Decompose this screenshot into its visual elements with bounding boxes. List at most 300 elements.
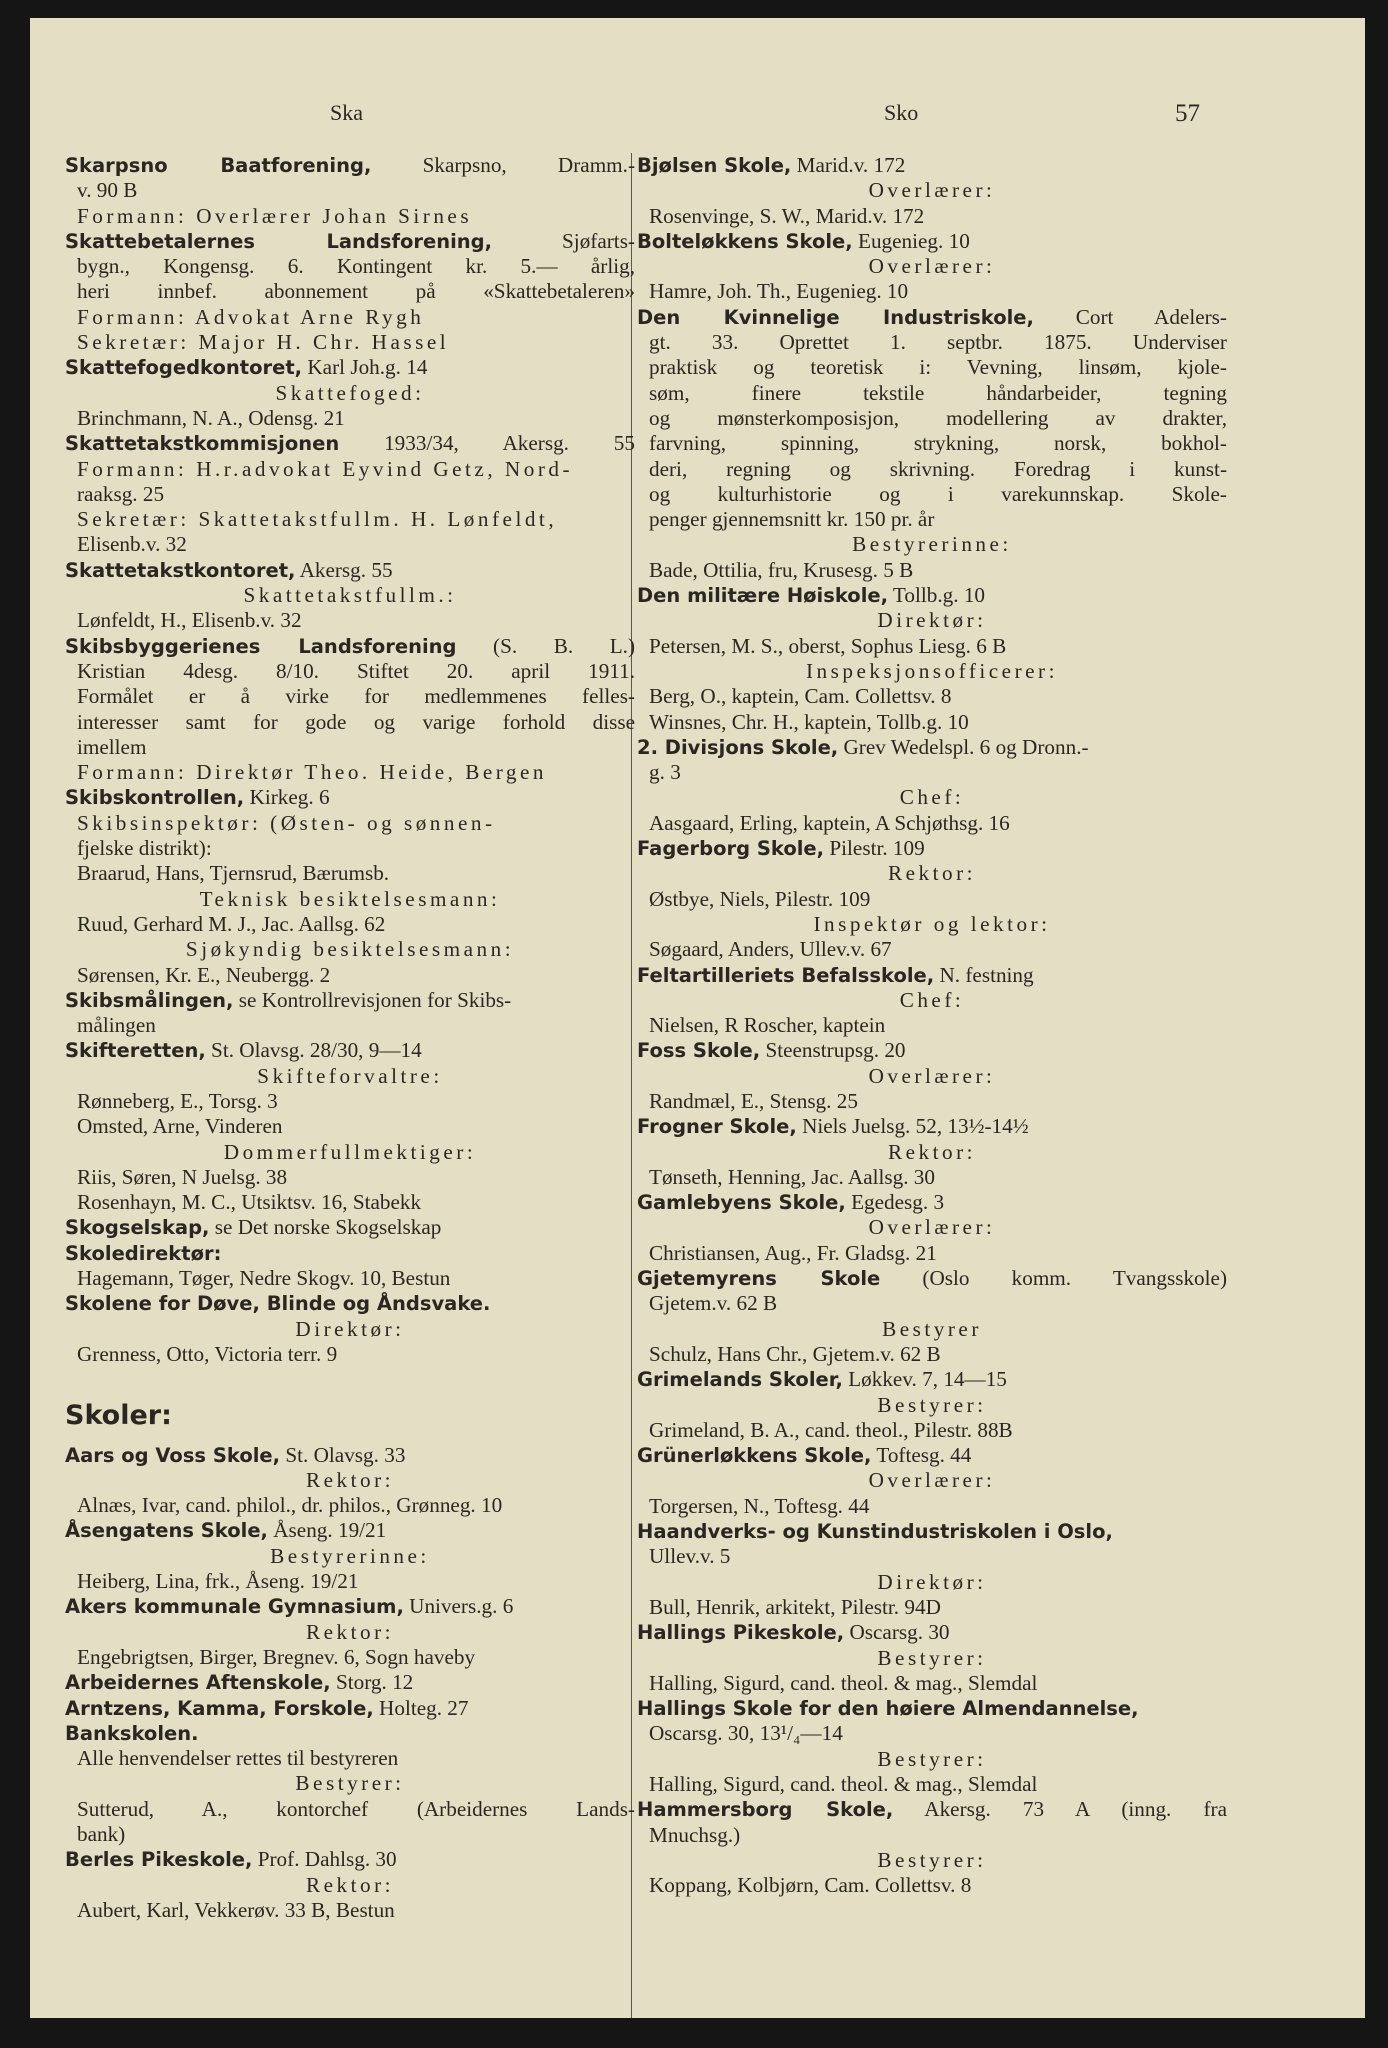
entry-text: Marid.v. 172 <box>791 153 906 177</box>
text-line <box>65 1822 635 1847</box>
role-heading <box>65 1064 635 1089</box>
text-line <box>65 254 635 279</box>
entry-name: Skattefogedkontoret, <box>65 356 303 380</box>
entry-text: Direktør: <box>877 1569 987 1594</box>
entry-text: Toftesg. 44 <box>871 1443 972 1468</box>
entry-name: 2. Divisjons Skole, <box>637 735 839 759</box>
role-heading <box>65 1317 635 1342</box>
entry-line <box>65 988 635 1013</box>
entry-text: Kirkeg. 6 <box>244 785 330 810</box>
entry-name: Aars og Voss Skole, <box>65 1443 281 1467</box>
text-line <box>65 1645 635 1670</box>
entry-line <box>65 1291 635 1316</box>
text-line <box>637 1013 1227 1038</box>
entry-text: Gjetem.v. 62 B <box>649 1291 778 1316</box>
text-line <box>637 279 1227 304</box>
entry-text: Dommerfullmektiger: <box>223 1139 477 1164</box>
text-line <box>637 1873 1227 1898</box>
entry-text: Alle henvendelser rettes til bestyreren <box>77 1746 399 1771</box>
entry-name: Grimelands Skoler, <box>637 1368 843 1392</box>
entry-name: Berles Pikeskole, <box>65 1848 253 1872</box>
entry-name: Foss Skole, <box>637 1039 761 1063</box>
entry-text: Formann: H.r.advokat Eyvind Getz, Nord- <box>77 456 574 481</box>
entry-text: Inspeksjonsofficerer: <box>806 658 1058 683</box>
entry-line <box>65 1215 635 1240</box>
entry-line <box>637 1519 1227 1544</box>
entry-line <box>65 153 635 178</box>
entry-name: Skarpsno Baatforening, <box>65 154 372 177</box>
entry-name: Gjetemyrens Skole <box>637 1267 881 1291</box>
entry-text: Aasgaard, Erling, kaptein, A Schjøthsg. 16 <box>649 810 1010 835</box>
text-line <box>637 431 1227 456</box>
entry-line <box>637 1797 1227 1822</box>
entry-name: Den militære Høiskole, <box>637 584 889 608</box>
entry-text: Halling, Sigurd, cand. theol. & mag., Slemdal <box>649 1772 1038 1796</box>
text-line <box>65 1342 635 1367</box>
entry-name: Arntzens, Kamma, Forskole, <box>65 1696 374 1720</box>
text-line <box>65 1013 635 1038</box>
role-heading <box>637 1393 1227 1418</box>
entry-text: Sekretær: Major H. Chr. Hassel <box>77 330 450 355</box>
entry-text: Bestyrerinne: <box>270 1543 430 1568</box>
text-line <box>65 178 635 203</box>
text-line <box>65 1569 635 1594</box>
role-heading <box>65 1873 635 1898</box>
entry-text: Søgaard, Anders, Ullev.v. 67 <box>649 937 892 962</box>
entry-name: Hallings Pikeskole, <box>637 1621 845 1645</box>
entry-line <box>637 1190 1227 1215</box>
entry-line <box>637 1443 1227 1468</box>
running-head-left: Ska <box>330 100 363 125</box>
entry-line <box>637 836 1227 861</box>
entry-text: imellem <box>77 734 147 759</box>
entry-text: Oscarsg. 30, 13¹/₄—14 <box>649 1721 843 1746</box>
entry-line <box>65 1721 635 1746</box>
entry-text: Direktør: <box>295 1316 405 1341</box>
entry-name: Fagerborg Skole, <box>637 837 825 861</box>
entry-line <box>65 229 635 254</box>
entry-text: Ruud, Gerhard M. J., Jac. Aallsg. 62 <box>77 911 386 936</box>
entry-text: Christiansen, Aug., Fr. Gladsg. 21 <box>649 1240 937 1265</box>
entry-text: se Det norske Skogselskap <box>209 1215 442 1240</box>
entry-text: Bestyrer <box>882 1316 982 1341</box>
entry-text: (Oslo komm. Tvangsskole) <box>880 1266 1227 1291</box>
text-line <box>637 811 1227 836</box>
role-heading <box>637 532 1227 557</box>
text-line <box>637 558 1227 583</box>
entry-text: Akersg. 73 A (inng. fra <box>893 1797 1227 1822</box>
entry-text: Heiberg, Lina, frk., Åseng. 19/21 <box>77 1569 359 1594</box>
entry-name: Bolteløkkens Skole, <box>637 229 853 253</box>
entry-name: Skattetakstkommisjonen <box>65 432 340 456</box>
entry-text: Formann: Direktør Theo. Heide, Bergen <box>77 760 547 785</box>
entry-line <box>65 558 635 583</box>
text-line <box>65 760 635 785</box>
role-heading <box>65 1140 635 1165</box>
entry-text: Brinchmann, N. A., Odensg. 21 <box>77 405 345 430</box>
entry-text: g. 3 <box>649 760 681 785</box>
entry-text: Eugenieg. 10 <box>852 228 970 253</box>
entry-text: Sjøkyndig besiktelsesmann: <box>185 937 515 962</box>
text-line <box>637 1241 1227 1266</box>
text-line <box>65 659 635 684</box>
entry-text: bank) <box>77 1822 126 1846</box>
entry-text: Rektor: <box>305 1467 395 1492</box>
entry-line <box>65 634 635 659</box>
text-line <box>65 1114 635 1139</box>
entry-line <box>637 1038 1227 1063</box>
text-line <box>65 963 635 988</box>
entry-name: Skattebetalernes Landsforening, <box>65 229 493 253</box>
text-line <box>65 457 635 482</box>
entry-text: heri innbef. abonnement på «Skattebetaleren» <box>77 279 635 304</box>
text-line <box>637 1165 1227 1190</box>
text-line <box>637 1671 1227 1696</box>
entry-text: Prof. Dahlsg. 30 <box>252 1847 397 1872</box>
entry-text: gt. 33. Oprettet 1. septbr. 1875. Underviser <box>649 330 1227 355</box>
role-heading <box>637 1646 1227 1671</box>
entry-line <box>637 305 1227 330</box>
entry-line <box>637 229 1227 254</box>
text-line <box>637 507 1227 532</box>
text-line <box>65 1266 635 1291</box>
entry-text: farvning, spinning, strykning, norsk, bokhol- <box>649 431 1227 456</box>
entry-text: Bestyrer: <box>295 1771 405 1796</box>
role-heading <box>65 583 635 608</box>
entry-text: Niels Juelsg. 52, 13½-14½ <box>796 1114 1029 1139</box>
entry-line <box>65 431 635 456</box>
entry-text: Rønneberg, E., Torsg. 3 <box>77 1088 278 1113</box>
entry-text: Engebrigtsen, Birger, Bregnev. 6, Sogn haveby <box>77 1644 476 1669</box>
text-line <box>65 608 635 633</box>
role-heading <box>637 785 1227 810</box>
entry-text: Åseng. 19/21 <box>267 1518 387 1543</box>
entry-text: Rektor: <box>887 861 977 886</box>
entry-text: Randmæl, E., Stensg. 25 <box>649 1088 858 1113</box>
entry-line <box>65 355 635 380</box>
entry-text: Braarud, Hans, Tjernsrud, Bærumsb. <box>77 861 390 886</box>
entry-text: St. Olavsg. 33 <box>280 1442 406 1467</box>
entry-text: og mønsterkomposisjon, modellering av drakter, <box>649 405 1227 430</box>
entry-line <box>65 1443 635 1468</box>
entry-text: v. 90 B <box>77 178 138 203</box>
text-line <box>637 204 1227 229</box>
entry-text: Riis, Søren, N Juelsg. 38 <box>77 1164 288 1189</box>
left-column <box>65 153 635 1923</box>
entry-text: Formålet er å virke for medlemmenes felles- <box>77 684 635 709</box>
text-line <box>65 532 635 557</box>
role-heading <box>637 254 1227 279</box>
entry-line <box>65 1847 635 1872</box>
text-line <box>65 279 635 304</box>
entry-text: Kristian 4desg. 8/10. Stiftet 20. april 1911. <box>77 658 635 683</box>
entry-text: Torgersen, N., Toftesg. 44 <box>649 1493 870 1518</box>
text-line <box>637 760 1227 785</box>
entry-text: Skifteforvaltre: <box>257 1063 443 1088</box>
entry-name: Skattetakstkontoret, <box>65 558 296 582</box>
entry-text: Omsted, Arne, Vinderen <box>77 1114 283 1139</box>
text-line <box>65 836 635 861</box>
entry-text: Skattetakstfullm.: <box>243 583 457 608</box>
role-heading <box>637 1317 1227 1342</box>
role-heading <box>637 861 1227 886</box>
entry-name: Skolene for Døve, Blinde og Åndsvake. <box>65 1292 491 1316</box>
text-line <box>65 1493 635 1518</box>
role-heading <box>65 1544 635 1569</box>
entry-text: interesser samt for gode og varige forhold disse <box>77 709 635 734</box>
entry-text: Teknisk besiktelsesmann: <box>199 886 501 911</box>
text-line <box>637 1291 1227 1316</box>
page-number: 57 <box>1175 100 1200 127</box>
entry-text: raaksg. 25 <box>77 481 165 506</box>
entry-name: Akers kommunale Gymnasium, <box>65 1595 404 1619</box>
entry-name: Hammersborg Skole, <box>637 1798 894 1822</box>
text-line <box>65 204 635 229</box>
entry-name: Bankskolen. <box>65 1721 199 1745</box>
entry-line <box>637 1696 1227 1721</box>
directory-page <box>30 18 1365 2018</box>
entry-text: Hagemann, Tøger, Nedre Skogv. 10, Bestun <box>77 1266 451 1291</box>
entry-text: Bestyrer: <box>877 1746 987 1771</box>
entry-line <box>637 583 1227 608</box>
role-heading <box>637 178 1227 203</box>
entry-text: St. Olavsg. 28/30, 9—14 <box>205 1038 422 1063</box>
entry-text: (S. B. L.) <box>456 633 635 658</box>
entry-text: bygn., Kongensg. 6. Kontingent kr. 5.— årlig, <box>77 254 635 279</box>
entry-line <box>65 1594 635 1619</box>
entry-text: Holteg. 27 <box>373 1695 469 1720</box>
entry-text: Berg, O., kaptein, Cam. Collettsv. 8 <box>649 684 952 709</box>
entry-line <box>637 735 1227 760</box>
entry-text: Overlærer: <box>868 1063 996 1088</box>
entry-text: Rosenvinge, S. W., Marid.v. 172 <box>649 203 925 228</box>
entry-text: Sjøfarts- <box>492 228 635 253</box>
text-line <box>65 912 635 937</box>
entry-text: Bestyrer: <box>877 1392 987 1417</box>
entry-line <box>637 1266 1227 1291</box>
entry-text: Storg. 12 <box>330 1670 414 1695</box>
entry-line <box>637 153 1227 178</box>
entry-line <box>637 1367 1227 1392</box>
role-heading <box>65 1620 635 1645</box>
entry-text: Skattefoged: <box>275 380 425 405</box>
entry-text: Tollb.g. 10 <box>888 583 986 608</box>
entry-text: Schulz, Hans Chr., Gjetem.v. 62 B <box>649 1341 941 1366</box>
right-column <box>637 153 1227 1898</box>
entry-text: Halling, Sigurd, cand. theol. & mag., Slemdal <box>649 1670 1038 1695</box>
entry-text: Egedesg. 3 <box>845 1190 945 1215</box>
entry-text: Winsnes, Chr. H., kaptein, Tollb.g. 10 <box>649 709 969 734</box>
section-heading: Skoler: <box>65 1400 172 1432</box>
text-line <box>65 1898 635 1923</box>
entry-line <box>65 1670 635 1695</box>
text-line <box>65 710 635 735</box>
text-line <box>637 406 1227 431</box>
entry-text: Mnuchsg.) <box>649 1822 741 1847</box>
entry-text: Tønseth, Henning, Jac. Aallsg. 30 <box>649 1164 935 1189</box>
entry-text: Overlærer: <box>868 1468 996 1493</box>
entry-text: Rosenhayn, M. C., Utsiktsv. 16, Stabekk <box>77 1190 422 1215</box>
entry-text: Sutterud, A., kontorchef (Arbeidernes Lands- <box>77 1796 635 1821</box>
entry-text: Bull, Henrik, arkitekt, Pilestr. 94D <box>649 1594 941 1619</box>
entry-text: Karl Joh.g. 14 <box>302 355 428 380</box>
text-line <box>65 861 635 886</box>
role-heading <box>637 1747 1227 1772</box>
entry-text: praktisk og teoretisk i: Vevning, linsøm, kjole- <box>649 355 1227 380</box>
entry-name: Den Kvinnelige Industriskole, <box>637 305 1034 329</box>
entry-line <box>65 1518 635 1543</box>
text-line <box>637 1418 1227 1443</box>
entry-text: Bade, Ottilia, fru, Krusesg. 5 B <box>649 557 914 582</box>
entry-text: Overlærer: <box>868 1215 996 1240</box>
text-line <box>637 1721 1227 1746</box>
entry-line <box>65 1038 635 1063</box>
role-heading <box>65 937 635 962</box>
entry-text: Pilestr. 109 <box>824 836 925 861</box>
entry-text: Overlærer: <box>868 254 996 279</box>
role-heading <box>65 1468 635 1493</box>
entry-text: Rektor: <box>305 1619 395 1644</box>
text-line <box>65 684 635 709</box>
entry-text: fjelske distrikt): <box>77 836 212 861</box>
text-line <box>65 1089 635 1114</box>
text-line <box>637 381 1227 406</box>
entry-text: Grev Wedelspl. 6 og Dronn.- <box>838 734 1089 759</box>
role-heading <box>65 1771 635 1796</box>
text-line <box>637 1089 1227 1114</box>
entry-line <box>637 1114 1227 1139</box>
entry-name: Arbeidernes Aftenskole, <box>65 1671 331 1695</box>
entry-name: Skifteretten, <box>65 1039 206 1063</box>
text-line <box>637 1544 1227 1569</box>
role-heading <box>637 659 1227 684</box>
entry-line <box>637 1620 1227 1645</box>
entry-name: Hallings Skole for den høiere Almendannelse, <box>637 1697 1139 1721</box>
entry-text: søm, finere tekstile håndarbeider, tegning <box>649 380 1227 405</box>
text-line <box>637 355 1227 380</box>
running-head-right: Sko <box>884 100 919 125</box>
entry-text: Bestyrerinne: <box>852 532 1012 557</box>
entry-name: Skibsmålingen, <box>65 988 234 1012</box>
role-heading <box>637 608 1227 633</box>
text-line <box>637 710 1227 735</box>
entry-name: Gamlebyens Skole, <box>637 1191 846 1215</box>
entry-text: målingen <box>77 1013 156 1038</box>
entry-text: deri, regning og skrivning. Foredrag i kunst- <box>649 456 1227 481</box>
text-line <box>637 937 1227 962</box>
entry-name: Skoledirektør: <box>65 1241 222 1265</box>
entry-text: Sekretær: Skattetakstfullm. H. Lønfeldt, <box>77 507 558 532</box>
entry-name: Haandverks- og Kunstindustriskolen i Oslo, <box>637 1520 1113 1544</box>
entry-text: Hamre, Joh. Th., Eugenieg. 10 <box>649 279 909 304</box>
text-line <box>637 1342 1227 1367</box>
entry-text: Sørensen, Kr. E., Neubergg. 2 <box>77 962 331 987</box>
entry-text: penger gjennemsnitt kr. 150 pr. år <box>649 507 935 532</box>
role-heading <box>637 1064 1227 1089</box>
text-line <box>65 1165 635 1190</box>
entry-text: Alnæs, Ivar, cand. philol., dr. philos., Grønneg. 10 <box>77 1493 503 1518</box>
entry-text: Inspektør og lektor: <box>813 911 1051 936</box>
text-line <box>65 507 635 532</box>
entry-text: Lønfeldt, H., Elisenb.v. 32 <box>77 608 302 633</box>
text-line <box>637 1823 1227 1848</box>
entry-text: Rektor: <box>305 1872 395 1897</box>
text-line <box>637 457 1227 482</box>
role-heading <box>637 1215 1227 1240</box>
text-line <box>65 735 635 760</box>
entry-text: Steenstrupsg. 20 <box>760 1038 906 1063</box>
role-heading <box>65 887 635 912</box>
text-line <box>65 1190 635 1215</box>
entry-name: Skibsbyggerienes Landsforening <box>65 634 457 658</box>
entry-text: Overlærer: <box>868 178 996 203</box>
text-line <box>637 330 1227 355</box>
text-line <box>637 1595 1227 1620</box>
text-line <box>65 1746 635 1771</box>
entry-text: Grenness, Otto, Victoria terr. 9 <box>77 1341 338 1366</box>
entry-text: Formann: Advokat Arne Rygh <box>77 304 425 329</box>
entry-text: N. festning <box>934 962 1034 987</box>
entry-text: Skarpsno, Dramm.- <box>371 153 635 177</box>
role-heading <box>637 1140 1227 1165</box>
text-line <box>65 305 635 330</box>
entry-text: Skibsinspektør: (Østen- og sønnen- <box>77 810 496 835</box>
entry-text: Østbye, Niels, Pilestr. 109 <box>649 886 871 911</box>
entry-line <box>65 785 635 810</box>
entry-text: Aubert, Karl, Vekkerøv. 33 B, Bestun <box>77 1897 395 1922</box>
entry-text: se Kontrollrevisjonen for Skibs- <box>233 987 512 1012</box>
entry-text: Cort Adelers- <box>1033 304 1227 329</box>
entry-text: 1933/34, Akersg. 55 <box>339 431 635 456</box>
text-line <box>637 1772 1227 1797</box>
text-line <box>637 634 1227 659</box>
role-heading <box>637 1468 1227 1493</box>
role-heading <box>637 1848 1227 1873</box>
entry-name: Feltartilleriets Befalsskole, <box>637 963 935 987</box>
entry-text: Bestyrer: <box>877 1847 987 1872</box>
text-line <box>637 887 1227 912</box>
entry-line <box>65 1696 635 1721</box>
entry-text: Elisenb.v. 32 <box>77 532 187 557</box>
text-line <box>65 811 635 836</box>
entry-text: Nielsen, R Roscher, kaptein <box>649 1013 886 1038</box>
role-heading <box>637 988 1227 1013</box>
entry-name: Grünerløkkens Skole, <box>637 1444 872 1468</box>
entry-text: Grimeland, B. A., cand. theol., Pilestr. 88B <box>649 1417 1013 1442</box>
entry-line <box>637 963 1227 988</box>
text-line <box>65 1797 635 1822</box>
entry-text: Bestyrer: <box>877 1645 987 1670</box>
entry-text: Akersg. 55 <box>295 557 393 582</box>
entry-name: Skibskontrollen, <box>65 786 245 810</box>
text-line <box>637 684 1227 709</box>
entry-text: Chef: <box>899 785 965 810</box>
entry-text: Koppang, Kolbjørn, Cam. Collettsv. 8 <box>649 1873 972 1898</box>
text-line <box>65 406 635 431</box>
entry-text: Petersen, M. S., oberst, Sophus Liesg. 6 B <box>649 633 1007 658</box>
entry-name: Åsengatens Skole, <box>65 1519 268 1543</box>
text-line <box>65 330 635 355</box>
entry-name: Frogner Skole, <box>637 1115 797 1139</box>
entry-name: Skogselskap, <box>65 1216 210 1240</box>
entry-name: Bjølsen Skole, <box>637 154 792 177</box>
text-line <box>65 482 635 507</box>
text-line <box>637 482 1227 507</box>
role-heading <box>65 381 635 406</box>
role-heading <box>637 1570 1227 1595</box>
role-heading <box>637 912 1227 937</box>
entry-text: Univers.g. 6 <box>403 1594 514 1619</box>
